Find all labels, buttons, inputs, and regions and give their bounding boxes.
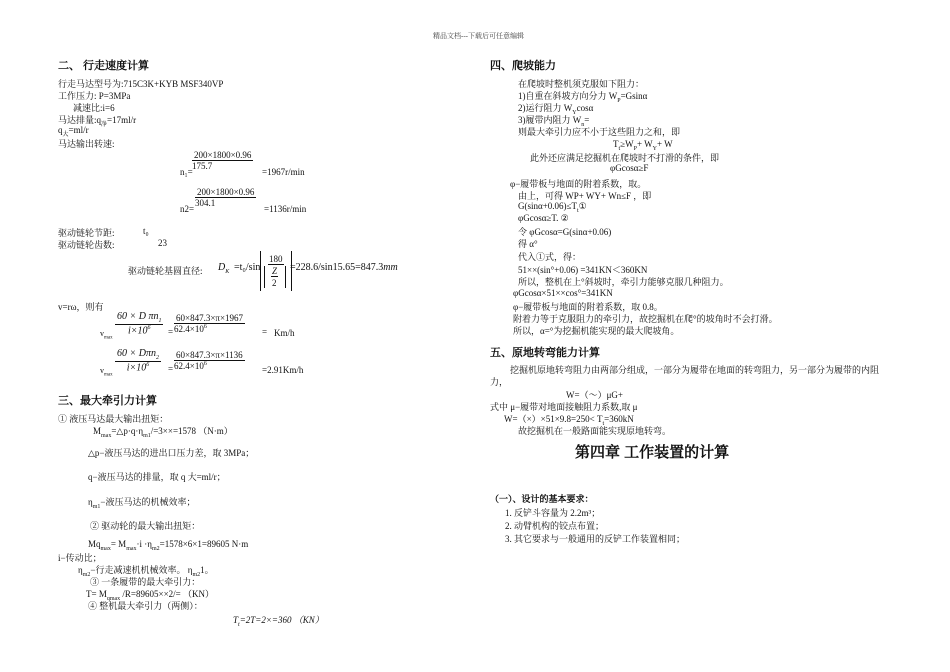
v2-numerator-main: 60 × Dπn: [117, 348, 156, 359]
v2-symbol: v: [100, 366, 104, 375]
working-pressure: 工作压力: P=3MPa: [58, 91, 131, 101]
motor-model: 行走马达型号为:715C3K+KYB MSF340VP: [58, 79, 224, 89]
r26-b: =360kN: [604, 414, 634, 424]
r4-sub: n: [581, 121, 585, 128]
r6-sub2: P: [633, 145, 637, 152]
v2-numerator-sub: 2: [155, 355, 159, 361]
dk-lhs: [218, 262, 229, 275]
displacement-sub: 净: [101, 121, 108, 128]
q-value: =ml/r: [68, 125, 89, 135]
r2-a: 1)自重在斜坡方向分力 W: [518, 91, 618, 101]
requirements-title: （一）、设计的基本要求：: [490, 494, 594, 504]
t9-b: −行走减速机机械效率。 η: [90, 565, 193, 575]
n1-label: n₁=: [180, 167, 193, 177]
t7-d: =1578×6×1=89605 N·m: [159, 539, 249, 549]
climb-line-18: φGcosα×51××cos°=341KN: [513, 288, 613, 298]
t2-a-sub: max: [101, 432, 112, 439]
v1-numerator-2: 60×847.3×π×1967: [176, 313, 244, 323]
t2-b: =△p·q·η: [111, 426, 144, 436]
q-label: q: [58, 125, 63, 135]
r11-sub: t: [576, 207, 579, 214]
t7-a: Mq: [88, 539, 101, 549]
t5-sub: m1: [92, 503, 101, 510]
v1-fraction-2: [174, 313, 245, 334]
v1-denominator-sup: 6: [147, 325, 151, 331]
turn-line-2: 力，: [490, 377, 509, 387]
t5-a: η: [88, 497, 93, 507]
motor-speed-label: 马达输出转速:: [58, 139, 115, 149]
v2-result: =2.91Km/h: [262, 365, 304, 375]
v1-label: [100, 329, 113, 341]
n1-numerator: 200×1800×0.96: [194, 150, 252, 160]
v1-denominator-main: i×10: [127, 325, 148, 337]
dk-label: 驱动链轮基圆直径:: [128, 266, 203, 276]
t2-a: M: [93, 426, 102, 436]
dk-result: [290, 262, 398, 273]
n1-fraction: [192, 150, 253, 171]
chapter-title: 第四章 工作装置的计算: [575, 444, 730, 461]
pressure-diff-def: △p−液压马达的进出口压力差，取 3MPa；: [88, 448, 255, 458]
climb-line-20: 附着力等于克服阻力的牵引力，故挖掘机在爬°的坡角时不会打滑。: [513, 314, 778, 324]
r4-b: =: [584, 115, 590, 125]
r3-b: cosα: [576, 103, 594, 113]
dk-frac-2: 2: [272, 278, 277, 288]
climb-line-16: 51××(sin°+0.06) =341KN＜360KN: [518, 265, 648, 275]
dk-unit: mm: [383, 262, 398, 273]
requirement-item: 1. 反铲斗容量为 2.2m³；: [505, 508, 601, 518]
t11-sub: qmax: [106, 595, 121, 602]
v2-denominator-main: i×10: [126, 362, 147, 374]
climb-line-12: φGcosα≥T. ②: [518, 213, 569, 223]
n2-denominator: 304.1: [195, 198, 216, 208]
sprocket-teeth-value: 23: [158, 238, 167, 248]
r6-c: + W: [636, 139, 653, 149]
r4-a: 3)履带内阻力 W: [518, 115, 582, 125]
t7-a-sub: max: [100, 545, 111, 552]
climb-line-14: 得 α°: [518, 239, 538, 249]
v1-eq: =: [168, 327, 174, 337]
turn-line-4: 式中 μ−履带对地面接触阻力系数,取 μ: [490, 402, 638, 412]
v2-fraction: [115, 348, 161, 373]
v2-symbol-sub: max: [104, 372, 113, 378]
section-5-title: 五、原地转弯能力计算: [490, 347, 600, 359]
dk-subscript: K: [225, 269, 230, 275]
t9-c: 1。: [200, 565, 214, 575]
r2-sub: P: [617, 97, 621, 104]
r2-b: =Gsinα: [620, 91, 648, 101]
turn-line-1: 挖掘机原地转弯阻力由两部分组成，一部分为履带在地面的转弯阻力，另一部分为履带的内阻: [510, 365, 880, 375]
r26-a: W=（×）×51×9.8=250< T: [504, 414, 603, 424]
page-header: 精品文档---下载后可任意编辑: [433, 32, 524, 40]
v2-denominator-2-main: 62.4×10: [174, 361, 204, 371]
requirement-item: 2. 动臂机构的铰点布置；: [505, 521, 605, 531]
drive-wheel-torque: [88, 539, 248, 552]
v1-denominator: [115, 325, 163, 336]
n1-result: =1967r/min: [262, 167, 305, 177]
displacement-def: q−液压马达的排量，取 q 大=ml/r；: [88, 472, 226, 482]
t2-c: /=3××=1578 （N·m）: [150, 426, 233, 436]
v2-denominator-2-sup: 6: [203, 361, 207, 367]
r6-d: + W: [656, 139, 673, 149]
r6-sub: t: [618, 145, 621, 152]
total-traction: [233, 613, 324, 628]
dk-symbol: D: [218, 262, 226, 273]
n2-result: =1136r/min: [264, 204, 307, 214]
v1-numerator-sub: 1: [158, 318, 162, 324]
v1-symbol-sub: max: [104, 335, 113, 341]
dk-result-value: =228.6/sin15.65=847.3: [290, 262, 384, 273]
reduction-ratio: 减速比:i=6: [73, 103, 115, 113]
torque-step-3: ③ 一条履带的最大牵引力：: [90, 577, 201, 587]
v1-denominator-2-main: 62.4×10: [174, 324, 204, 334]
v1-numerator-main: 60 × D πn: [117, 311, 159, 322]
v1-denominator-2: [174, 324, 245, 334]
v2-denominator-2: [174, 361, 245, 371]
climb-line-13: 令 φGcosα=G(sinα+0.06): [518, 227, 612, 237]
torque-step-1: ① 液压马达最大输出扭矩：: [58, 414, 169, 424]
q-max: [58, 125, 89, 138]
torque-formula: [93, 424, 233, 439]
climb-line-10: 由上，可得 WP+ WY+ Wn≤F ，即: [518, 191, 652, 201]
v-relation: v=rω，则有: [58, 302, 104, 312]
n2-fraction: [195, 187, 256, 208]
t5-b: −液压马达的机械效率；: [100, 497, 196, 507]
r6-a: T: [613, 139, 619, 149]
climb-line-7: 此外还应满足挖掘机在爬坡时不打滑的条件，即: [530, 153, 720, 163]
climb-line-9: φ−履带板与地面的附着系数，取。: [510, 179, 647, 189]
climb-line-11: [518, 201, 587, 214]
t7-b: = M: [110, 539, 127, 549]
sprocket-pitch-label: 驱动链轮节距:: [58, 228, 115, 238]
r11-a: G(sinα+0.06)≤T: [518, 201, 577, 211]
n1-denominator: 175.7: [192, 161, 213, 171]
v2-label: [100, 366, 113, 378]
climb-line-1: 在爬坡时整机须克服如下阻力：: [518, 79, 645, 89]
torque-step-4: ④ 整机最大牵引力（两侧）：: [88, 601, 203, 611]
v2-fraction-2: [174, 350, 245, 371]
t9-a: η: [78, 565, 83, 575]
sprocket-pitch-value: t₀: [143, 226, 149, 236]
turn-line-6: 故挖掘机在一般路面能实现原地转弯。: [518, 426, 672, 436]
v2-denominator: [115, 362, 161, 373]
section-2-title: 二、 行走速度计算: [58, 60, 150, 72]
dk-frac-z: Z: [272, 266, 278, 276]
t7-b-sub: max: [126, 545, 137, 552]
n2-label: n2=: [180, 204, 195, 214]
t7-c: ·i ·η: [136, 539, 152, 549]
v1-denominator-2-sup: 6: [203, 324, 207, 330]
v1-symbol: v: [100, 329, 104, 338]
r3-sub: Y: [572, 109, 577, 116]
v2-numerator: [115, 348, 161, 362]
t9-b-sub: m2: [192, 571, 201, 578]
requirement-item: 3. 其它要求与一般通用的反铲工作装置相同；: [505, 534, 686, 544]
v2-numerator-2: 60×847.3×π×1136: [176, 350, 243, 360]
t13-sub: t: [238, 621, 240, 628]
t13-b: =2T=2×=360 （KN）: [239, 615, 324, 625]
torque-step-2: ② 驱动轮的最大输出扭矩：: [90, 521, 201, 531]
displacement-value: =17ml/r: [107, 115, 137, 125]
v2-denominator-sup: 6: [146, 362, 150, 368]
efficiency-def: [88, 495, 195, 510]
v1-eq-2: =: [262, 327, 268, 337]
v1-numerator: [115, 311, 163, 325]
climb-inequality: [613, 139, 673, 152]
climb-line-19: φ−履带板与地面的附着系数，取 0.8。: [513, 302, 663, 312]
v2-eq: =: [168, 364, 174, 374]
t9-a-sub: m2: [82, 571, 91, 578]
t2-b-sub: m1: [143, 432, 151, 439]
q-sub: 大: [62, 131, 69, 138]
climb-line-5: 则最大牵引力应不小于这些阻力之和，即: [518, 127, 681, 137]
r6-sub3: Y: [652, 145, 657, 152]
r26-sub: t: [602, 420, 605, 427]
climb-line-15: 代入①式，得：: [518, 252, 582, 262]
section-3-title: 三、最大牵引力计算: [58, 395, 157, 407]
displacement-label: 马达排量:q: [58, 115, 102, 125]
no-slip-condition: φGcosα≥F: [610, 163, 649, 173]
dk-frac-num: 180: [269, 254, 283, 264]
ratio-def: i−传动比；: [58, 553, 102, 563]
sprocket-teeth-label: 驱动链轮齿数:: [58, 240, 115, 250]
t13-a: T: [233, 615, 239, 625]
climb-line-21: 所以，α=°为挖掘机能实现的最大爬坡角。: [513, 326, 680, 336]
section-4-title: 四、爬坡能力: [490, 60, 556, 72]
v1-fraction: [115, 311, 163, 336]
turn-formula: W=（～）μG+: [566, 390, 623, 400]
t11-b: /R=89605××2/= （KN）: [120, 589, 214, 599]
n2-numerator: 200×1800×0.96: [197, 187, 255, 197]
r3-a: 2)运行阻力 W: [518, 103, 573, 113]
r6-b: ≥W: [620, 139, 634, 149]
v1-unit: Km/h: [274, 328, 295, 338]
t11-a: T= M: [86, 589, 107, 599]
climb-line-17: 所以，整机在上°斜坡时，牵引力能够克服几种阻力。: [518, 277, 729, 287]
r11-b: ①: [578, 201, 587, 211]
t7-c-sub: m2: [151, 545, 160, 552]
dk-mid: =t₀/sin: [234, 262, 261, 273]
